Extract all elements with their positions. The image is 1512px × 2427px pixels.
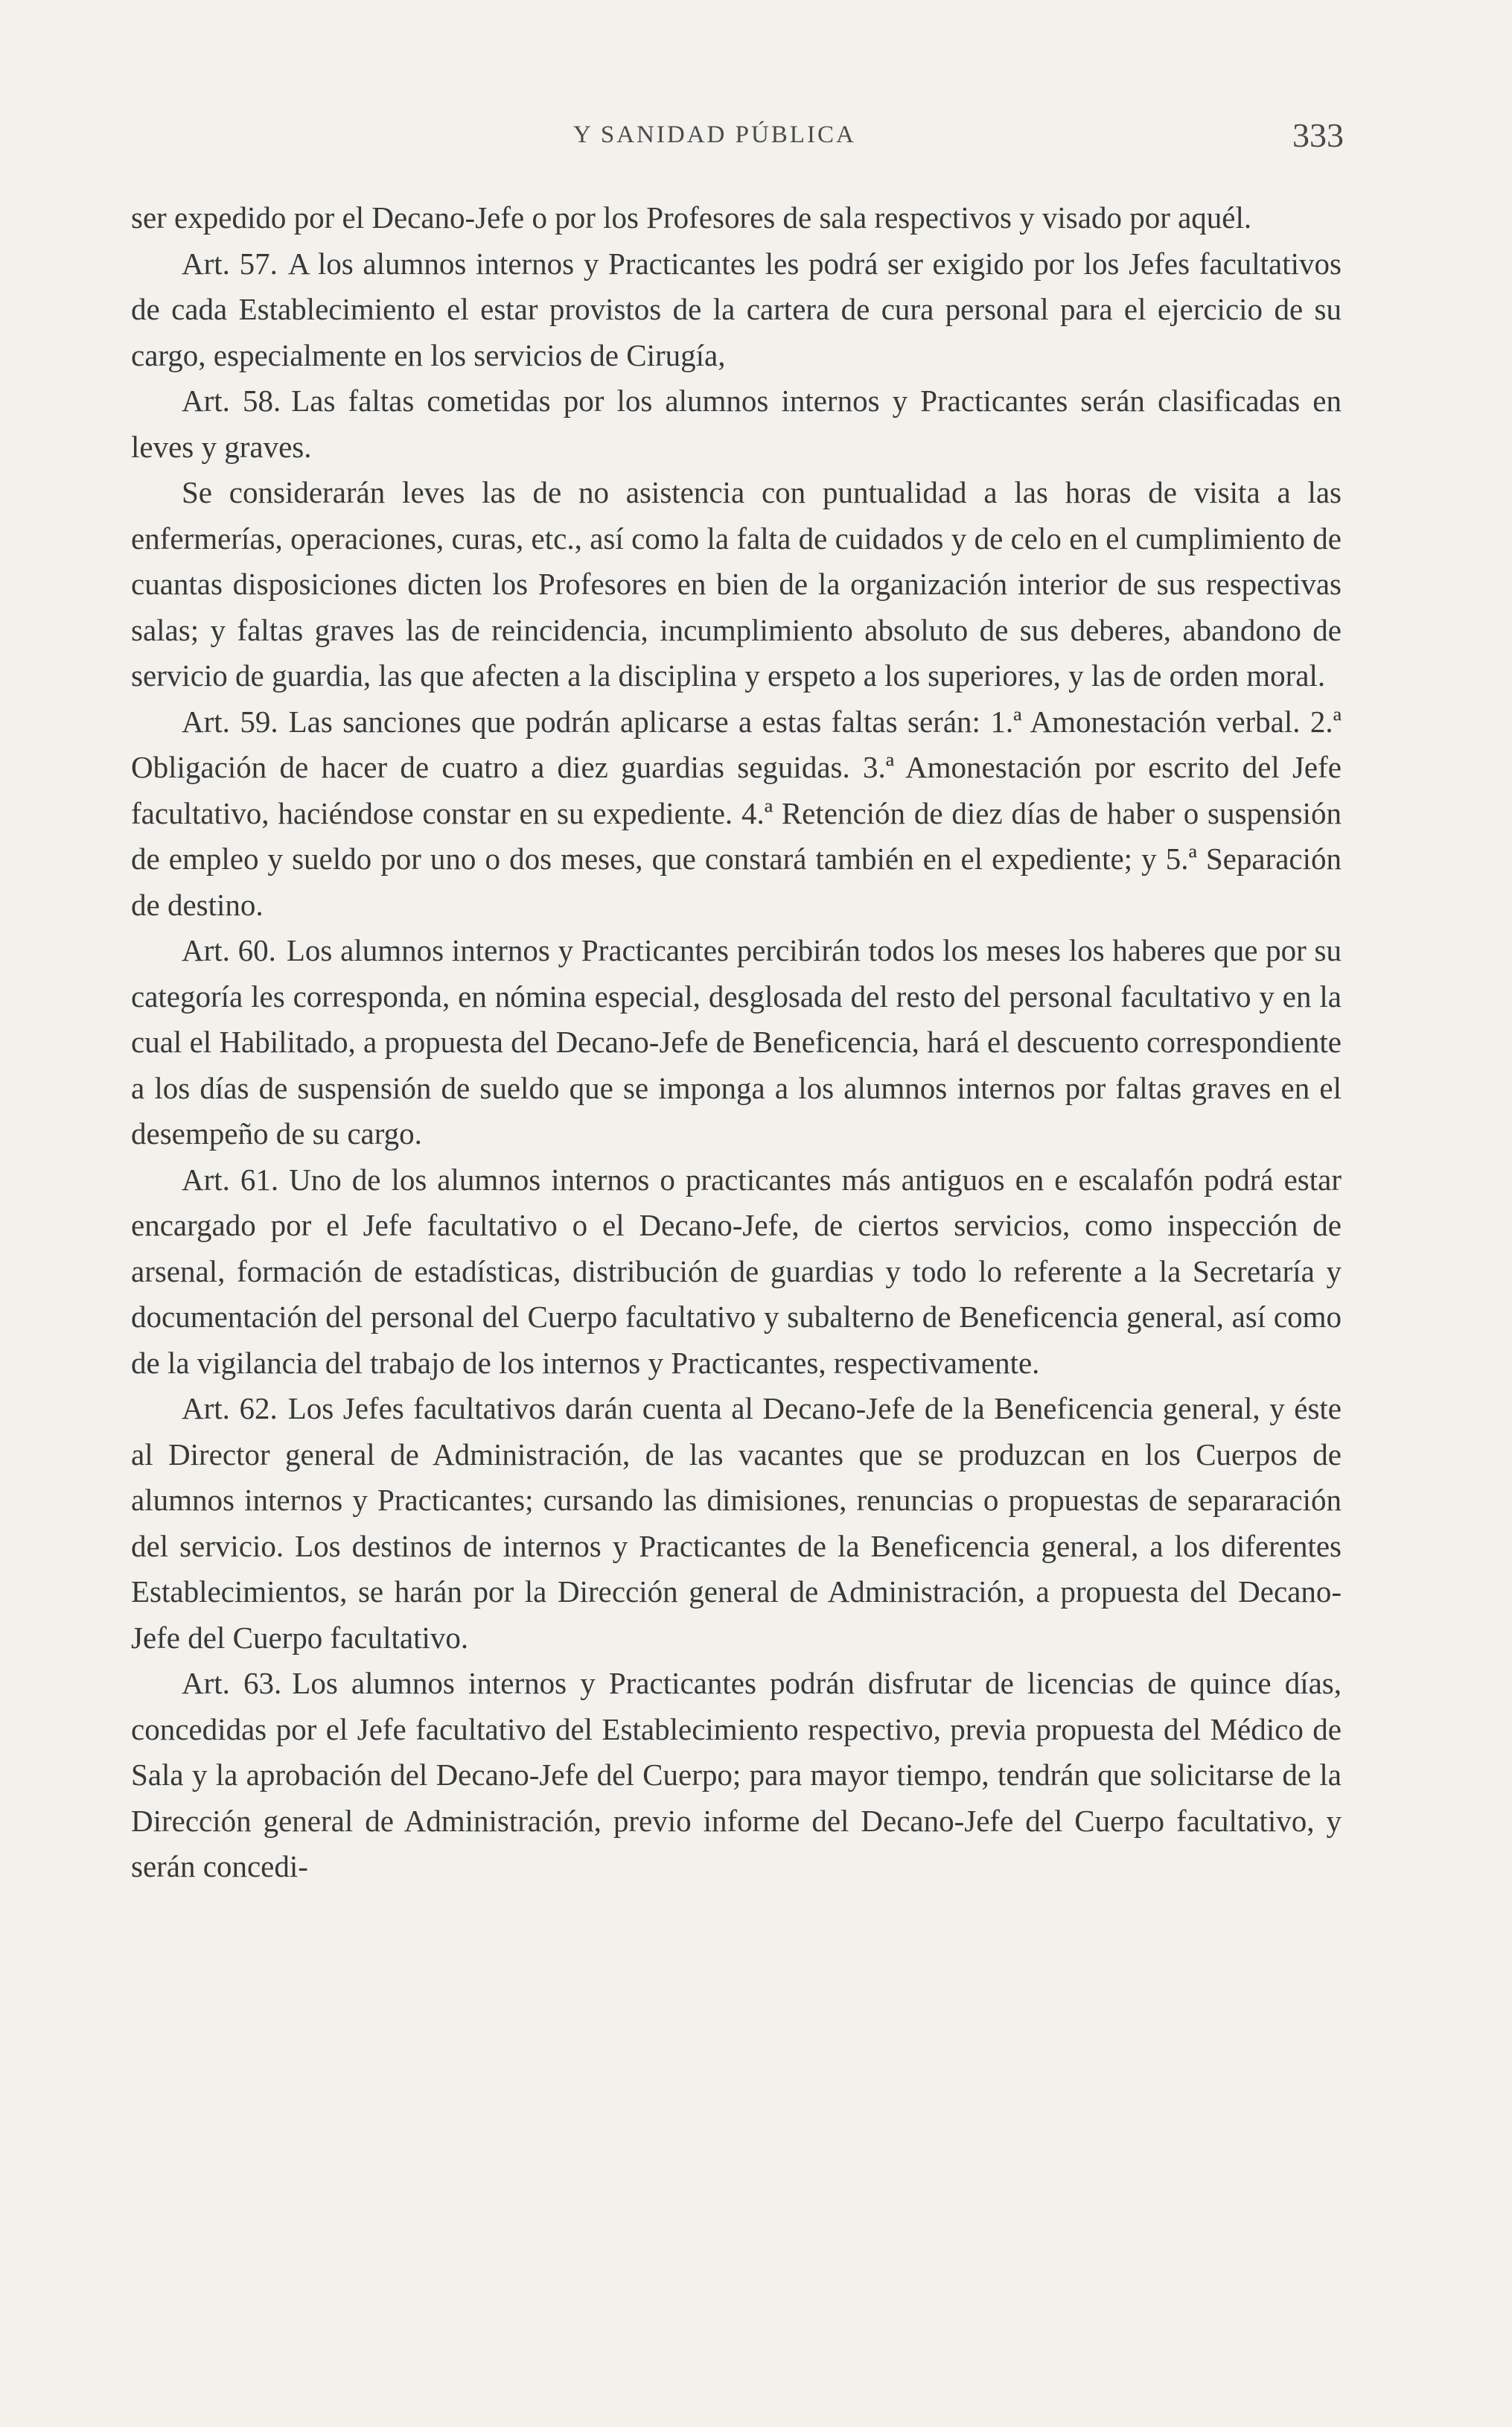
paragraph-text: Los alumnos internos y Practicantes podrán disfrutar de licencias de quince días, concedidas por el Jefe facultativo del Establecimiento respectivo, previa propuesta del Médico de Sala y la aprobación del Decano-Jefe del Cuerpo; para mayor tiempo, tendrán que solicitarse de la Dirección general de Administración, previo informe del Decano-Jefe del Cuerpo facultativo, y serán concedi- — [131, 1666, 1342, 1883]
paragraph-text: Las faltas cometidas por los alumnos internos y Practicantes serán clasificadas en leves y graves. — [131, 384, 1342, 464]
article-label: Art. 58. — [182, 384, 281, 418]
article-60 — [131, 928, 1342, 1157]
article-61 — [131, 1157, 1342, 1387]
running-title: Y SANIDAD PÚBLICA — [573, 121, 856, 148]
paragraph-text: Los Jefes facultativos darán cuenta al Decano-Jefe de la Beneficencia general, y éste al Director general de Administración, de las vacantes que se produzcan en los Cuerpos de alumnos internos y Practicantes; cursando las dimisiones, renuncias o propuestas de separaración del servicio. Los destinos de internos y Practicantes de la Beneficencia general, a los diferentes Establecimientos, se harán por la Dirección general de Administración, a propuesta del Decano-Jefe del Cuerpo facultativo. — [131, 1391, 1342, 1655]
running-header — [0, 115, 1512, 160]
paragraph-text: A los alumnos internos y Practicantes les podrá ser exigido por los Jefes facultativos de cada Establecimiento el estar provistos de la cartera de cura personal para el ejercicio de su cargo, especialmente en los servicios de Cirugía, — [131, 246, 1342, 372]
article-label: Art. 61. — [182, 1162, 279, 1197]
article-label: Art. 57. — [182, 246, 278, 281]
article-57 — [131, 241, 1342, 379]
page-number: 333 — [1292, 116, 1344, 154]
paragraph-text: Se considerarán leves las de no asistencia con puntualidad a las horas de visita a las enfermerías, operaciones, curas, etc., así como la falta de cuidados y de celo en el cumplimiento de cuantas disposiciones dicten los Profesores en bien de la organización interior de sus respectivas salas; y faltas graves las de reincidencia, incumplimiento absoluto de sus deberes, abandono de servicio de guardia, las que afecten a la disciplina y erspeto a los superiores, y las de orden moral. — [131, 475, 1342, 693]
article-label: Art. 62. — [182, 1391, 278, 1425]
paragraph-text: Las sanciones que podrán aplicarse a estas faltas serán: 1.ª Amonestación verbal. 2.ª Obligación de hacer de cuatro a diez guardias seguidas. 3.ª Amonestación por escrito del Jefe facultativo, haciéndose constar en su expediente. 4.ª Retención de diez días de haber o suspensión de empleo y sueldo por uno o dos meses, que constará también en el expediente; y 5.ª Separación de destino. — [131, 704, 1342, 922]
article-label: Art. 63. — [182, 1666, 282, 1700]
article-label: Art. 60. — [182, 933, 276, 967]
article-62 — [131, 1386, 1342, 1661]
paragraph-text: ser expedido por el Decano-Jefe o por los Profesores de sala respectivos y visado por aquél. — [131, 200, 1252, 235]
article-58 — [131, 378, 1342, 470]
paragraph-faltas-leves — [131, 470, 1342, 699]
body-text — [131, 195, 1342, 1890]
paragraph-continuation — [131, 195, 1342, 241]
article-label: Art. 59. — [182, 704, 278, 739]
article-63 — [131, 1661, 1342, 1890]
paragraph-text: Los alumnos internos y Practicantes percibirán todos los meses los haberes que por su categoría les corresponda, en nómina especial, desglosada del resto del personal facultativo y en la cual el Habilitado, a propuesta del Decano-Jefe de Beneficencia, hará el descuento correspondiente a los días de suspensión de sueldo que se imponga a los alumnos internos por faltas graves en el desempeño de su cargo. — [131, 933, 1342, 1151]
article-59 — [131, 699, 1342, 929]
paragraph-text: Uno de los alumnos internos o practicantes más antiguos en e escalafón podrá estar encargado por el Jefe facultativo o el Decano-Jefe, de ciertos servicios, como inspección de arsenal, formación de estadísticas, distribución de guardias y todo lo referente a la Secretaría y documentación del personal del Cuerpo facultativo y subalterno de Beneficencia general, así como de la vigilancia del trabajo de los internos y Practicantes, respectivamente. — [131, 1162, 1342, 1380]
